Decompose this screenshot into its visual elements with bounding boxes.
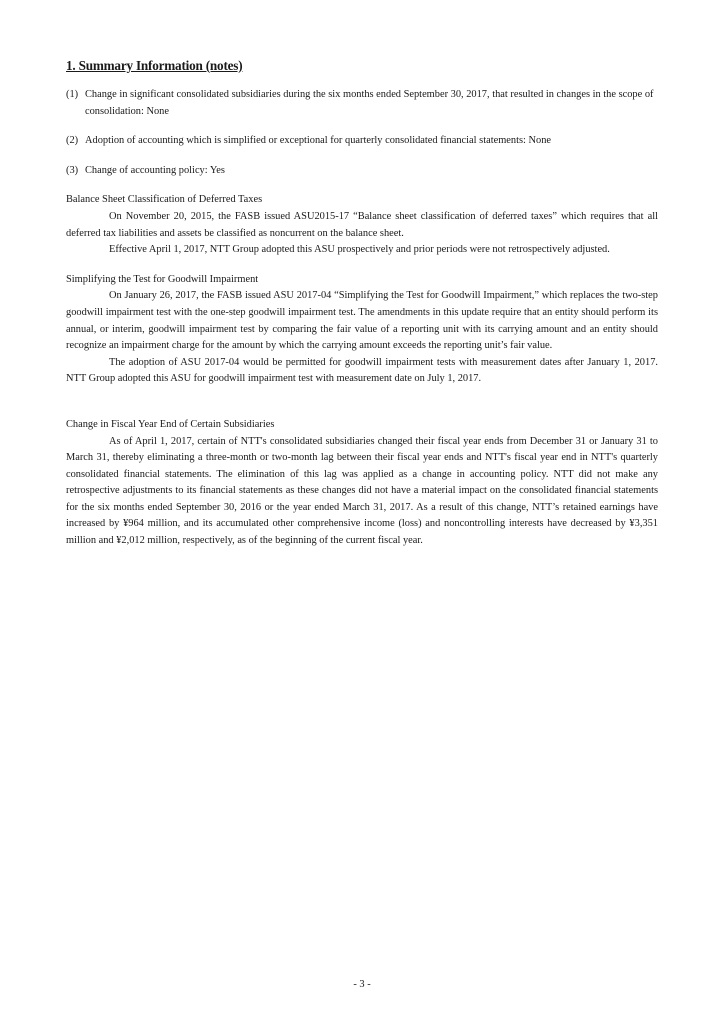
note-item-2: [66, 133, 658, 150]
section-fiscal-year-change: [66, 417, 658, 550]
section-deferred-taxes: [66, 192, 658, 258]
note-text: Change of accounting policy: Yes: [85, 164, 225, 176]
note-number: (2): [66, 135, 79, 147]
subsection-heading: Simplifying the Test for Goodwill Impairment: [66, 273, 259, 285]
section-title: 1. Summary Information (notes): [66, 58, 243, 73]
paragraph: As of April 1, 2017, certain of NTT's consolidated subsidiaries changed their fiscal year ends from December 31 or January 31 to March 31, thereby eliminating a three-month or two-month lag between their fiscal year ends and NTT's fiscal year end in NTT's quarterly consolidated financial statements. The elimination of this lag was applied as a change in accounting policy. NTT did not make any retrospective adjustments to its financial statements as these changes did not have a material impact on the consolidated financial statements for the six months ended September 30, 2016 or the year ended March 31, 2017. As a result of this change, NTT’s retained earnings have increased by ¥964 million, and its accumulated other comprehensive income (loss) and noncontrolling interests have decreased by ¥3,351 million and ¥2,012 million, respectively, as of the beginning of the current fiscal year.: [66, 435, 658, 547]
paragraph: Effective April 1, 2017, NTT Group adopted this ASU prospectively and prior periods were not retrospectively adjusted.: [109, 244, 610, 256]
document-page: [66, 56, 658, 550]
subsection-heading: Balance Sheet Classification of Deferred Taxes: [66, 194, 263, 206]
paragraph: The adoption of ASU 2017-04 would be permitted for goodwill impairment tests with measurement dates after January 1, 2017. NTT Group adopted this ASU for goodwill impairment test with measurement date on July 1, 2017.: [66, 356, 658, 385]
paragraph: On January 26, 2017, the FASB issued ASU 2017-04 “Simplifying the Test for Goodwill Impairment,” which replaces the two-step goodwill impairment test with the one-step goodwill impairment test. The amendments in this update require that an entity should perform its annual, or interim, goodwill impairment test by comparing the fair value of a reporting unit with its carrying amount and an entity should recognize an impairment charge for the amount by which the carrying amount exceeds the reporting unit’s fair value.: [66, 290, 658, 352]
subsection-heading: Change in Fiscal Year End of Certain Subsidiaries: [66, 418, 275, 430]
note-item-1: [66, 87, 658, 120]
note-text: Change in significant consolidated subsidiaries during the six months ended September 30, 2017, that resulted in changes in the scope of consolidation: None: [85, 89, 654, 117]
note-item-3: [66, 163, 658, 180]
paragraph: On November 20, 2015, the FASB issued ASU2015-17 “Balance sheet classification of deferred taxes” which requires that all deferred tax liabilities and assets be classified as noncurrent on the balance sheet.: [66, 210, 658, 239]
note-number: (3): [66, 164, 79, 176]
page-number: - 3 -: [353, 979, 371, 990]
note-number: (1): [66, 89, 79, 100]
section-goodwill-impairment: [66, 272, 658, 388]
note-text: Adoption of accounting which is simplified or exceptional for quarterly consolidated financial statements: None: [85, 135, 552, 147]
